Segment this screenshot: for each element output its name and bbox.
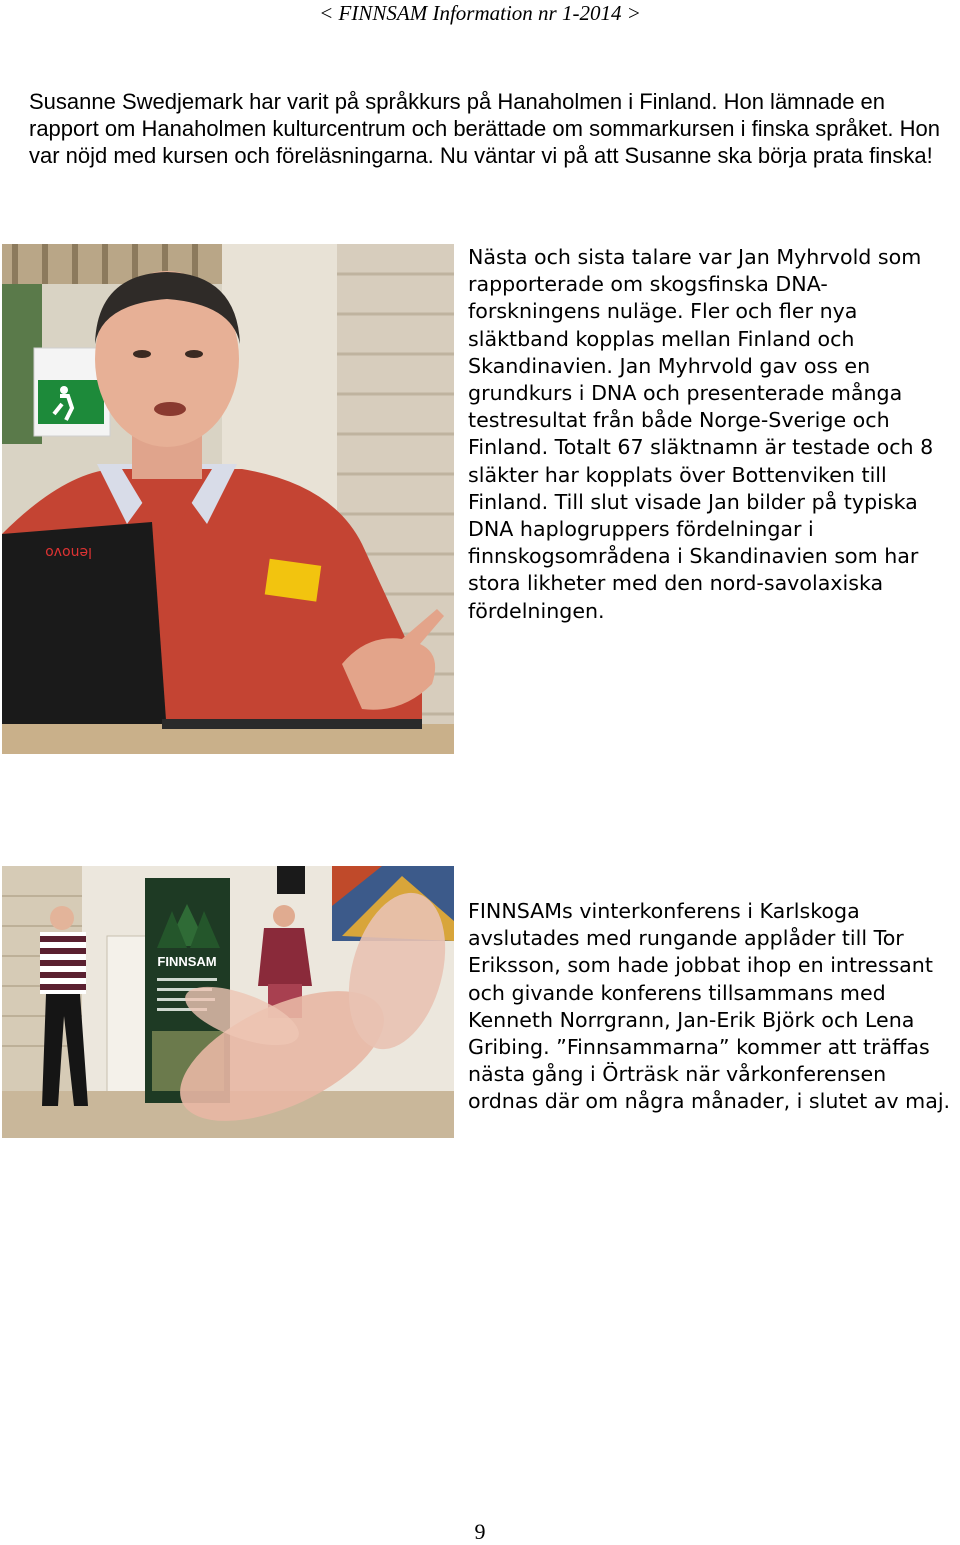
applause-photo <box>2 866 454 1138</box>
myhrvold-paragraph: Nästa och sista talare var Jan Myhrvold som rapporterade om skogsfinska DNA-forskningens nuläge. Fler och fler nya släktband kopplas mellan Finland och Skandinavien. Jan Myhrvold gav oss en grundkurs i DNA och presenterade många testresultat från både Norge-Sverige och Finland. Totalt 67 släktnamn är testade och 8 släkter har kopplats över Bottenviken till Finland. Till slut visade Jan bilder på typiska DNA haplogruppers fördelningar i finnskogsområdena i Skandinavien som har stora likheter med den nord-savolaxiska fördelningen. <box>468 245 934 623</box>
closing-paragraph: FINNSAMs vinterkonferens i Karlskoga avslutades med rungande applåder till Tor Eriksson, som hade jobbat ihop en intressant och givande konferens tillsammans med Kenneth Norrgrann, Jan-Erik Björk och Lena Gribing. ”Finnsammarna” kommer att träffas nästa gång i Örträsk när vårkonferensen ordnas där om några månader, i slutet av maj. <box>468 899 951 1114</box>
speaker-photo <box>2 244 454 754</box>
laptop-brand-label: lenovo <box>45 544 92 560</box>
running-header: < FINNSAM Information nr 1-2014 > <box>319 1 641 25</box>
page-number: 9 <box>474 1519 486 1544</box>
banner-title: FINNSAM <box>157 954 217 969</box>
intro-paragraph: Susanne Swedjemark har varit på språkkurs på Hanaholmen i Finland. Hon lämnade en rapport om Hanaholmen kulturcentrum och berättade om sommarkursen i finska språket. Hon var nöjd med kursen och föreläsningarna. Nu väntar vi på att Susanne ska börja prata finska! <box>29 89 940 168</box>
